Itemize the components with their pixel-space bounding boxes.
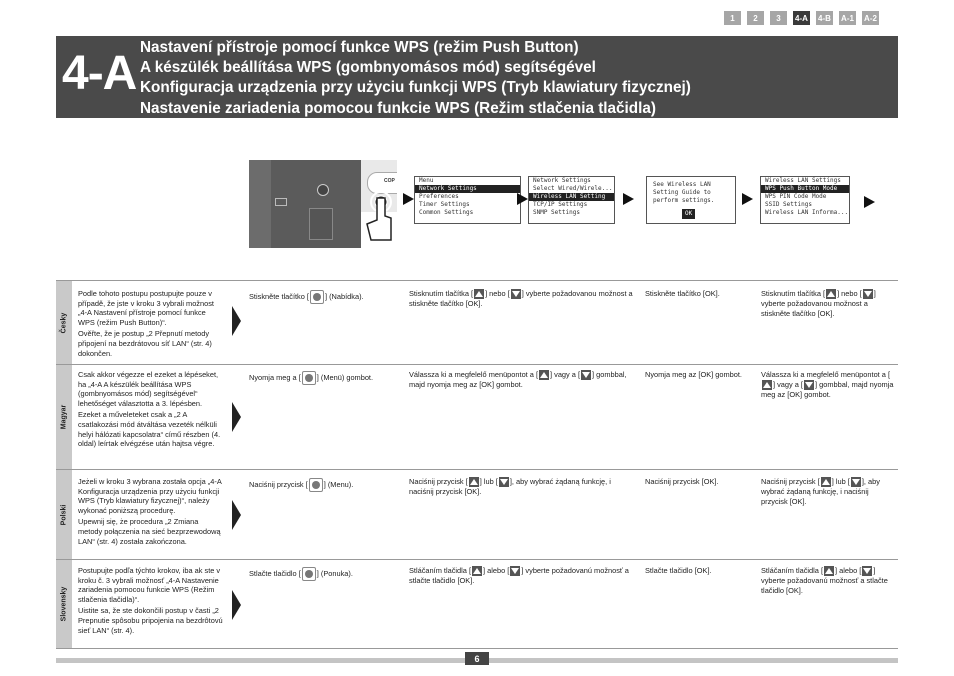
intro-pl: [78, 477, 223, 548]
lcd-text: perform settings.: [653, 197, 715, 204]
lcd-screen-guide: [646, 176, 736, 224]
down-key-icon: [862, 566, 872, 576]
table-divider: [56, 469, 898, 470]
section-titles: [140, 38, 691, 119]
section-tabs: [724, 11, 879, 25]
tab-4a[interactable]: 4-A: [793, 11, 810, 25]
up-key-icon: [469, 477, 479, 487]
step1-hu: Nyomja meg a [ ] (Menü) gombot.: [249, 371, 399, 385]
lcd-row-selected: Network Settings: [415, 185, 520, 193]
lcd-row: TCP/IP Settings: [533, 201, 588, 208]
step3-cz: Stiskněte tlačítko [OK].: [645, 289, 720, 298]
down-key-icon: [510, 566, 520, 576]
step2-sk: Stláčaním tlačidla [ ] alebo [ ] vyberte požadovanú možnosť a stlačte tlačidlo [OK].: [409, 566, 629, 586]
lcd-screen-wireless: [760, 176, 850, 224]
down-key-icon: [499, 477, 509, 487]
lcd-text: See Wireless LAN: [653, 181, 711, 188]
intro-hu: [78, 370, 223, 451]
tab-1[interactable]: 1: [724, 11, 741, 25]
tab-a2[interactable]: A-2: [862, 11, 879, 25]
intro-text: Jeżeli w kroku 3 wybrana została opcja „4-A Konfiguracja urządzenia przy użyciu funkcji WPS (Tryb klawiatury fizycznej)“, należy wykonać poniższą procedurę.: [78, 477, 222, 515]
intro-text: Podle tohoto postupu postupujte pouze v případě, že jste v kroku 3 vybrali možnost „4-A Nastavení přístroje pomocí funkce WPS (režim Push Button)“.: [78, 289, 214, 327]
tab-3[interactable]: 3: [770, 11, 787, 25]
tab-4b[interactable]: 4-B: [816, 11, 833, 25]
intro-text: Csak akkor végezze el ezeket a lépéseket, ha „4-A A készülék beállítása WPS (gombnyomásos mód) segítségével“ lehetőséget választotta a 3. lépésben.: [78, 370, 219, 408]
lcd-ok-button: OK: [682, 209, 695, 219]
menu-button-icon: [317, 184, 329, 196]
lcd-row: Menu: [419, 177, 434, 184]
step1-cz: Stiskněte tlačítko [ ] (Nabídka).: [249, 290, 399, 304]
step2-cz: Stisknutím tlačítka [ ] nebo [ ] vyberte požadovanou možnost a stiskněte tlačítko [OK].: [409, 289, 633, 309]
intro-text: Upewnij się, że procedura „2 Zmiana metody połączenia na sieć bezprzewodową LAN“ (str. 4) została zakończona.: [78, 517, 221, 546]
lcd-row: SNMP Settings: [533, 209, 580, 216]
step2-hu: Válassza ki a megfelelő menüpontot a [ ] vagy a [ ] gombbal, majd nyomja meg az [OK] gombot.: [409, 370, 627, 390]
intro-text: Ověřte, že je postup „2 Přepnutí metody připojení na bezdrátovou síť LAN“ (str. 4) dokončen.: [78, 329, 212, 358]
control-panel-illustration: [249, 160, 397, 248]
title-sk: Nastavenie zariadenia pomocou funkcie WPS (Režim stlačenia tlačidla): [140, 99, 657, 117]
step3-sk: Stlačte tlačidlo [OK].: [645, 566, 712, 575]
panel-label: COP: [384, 178, 395, 184]
lcd-row: Timer Settings: [419, 201, 470, 208]
lcd-screen-network: [528, 176, 615, 224]
row-chevron: [232, 306, 241, 336]
step4-cz: Stisknutím tlačítka [ ] nebo [ ] vyberte požadovanou možnost a stiskněte tlačítko [OK].: [761, 289, 876, 318]
lang-label-cz: Česky: [56, 281, 72, 364]
table-divider: [56, 280, 898, 281]
step-arrow-4: [742, 193, 753, 205]
tab-2[interactable]: 2: [747, 11, 764, 25]
down-key-icon: [863, 289, 873, 299]
up-key-icon: [821, 477, 831, 487]
table-divider: [56, 648, 898, 649]
title-cz: Nastavení přístroje pomocí funkce WPS (režim Push Button): [140, 39, 579, 56]
up-key-icon: [762, 380, 772, 390]
intro-text: Uistite sa, že ste dokončili postup v časti „2 Prepnutie spôsobu pripojenia na bezdrôtovú sieť LAN“ (str. 4).: [78, 606, 223, 635]
lcd-screen-menu: [414, 176, 521, 224]
menu-key-icon: [310, 290, 324, 304]
menu-key-icon: [302, 567, 316, 581]
step-arrow-5: [864, 196, 875, 208]
up-key-icon: [474, 289, 484, 299]
lcd-row: WPS PIN Code Mode: [765, 193, 827, 200]
step4-pl: Naciśnij przycisk [ ] lub [ ], aby wybrać żądaną funkcję, i naciśnij przycisk [OK].: [761, 477, 880, 506]
up-key-icon: [826, 289, 836, 299]
lcd-row: Network Settings: [533, 177, 591, 184]
step1-sk: Stlačte tlačidlo [ ] (Ponuka).: [249, 567, 399, 581]
table-divider: [56, 364, 898, 365]
intro-text: Ezeket a műveleteket csak a „2 A csatlakozási mód átváltása vezeték nélküli helyi hálózati kapcsolatra“ című részben (4. oldal) leírtak elvégzése után hajtsa végre.: [78, 410, 221, 449]
row-chevron: [232, 402, 241, 432]
lang-label-hu: Magyar: [56, 365, 72, 469]
intro-sk: [78, 566, 223, 637]
page-number: 6: [465, 652, 489, 665]
tab-a1[interactable]: A-1: [839, 11, 856, 25]
lcd-row: Wireless LAN Settings: [765, 177, 841, 184]
menu-key-icon: [302, 371, 316, 385]
lcd-text: Setting Guide to: [653, 189, 711, 196]
lcd-row: Select Wired/Wirele...: [533, 185, 613, 192]
row-chevron: [232, 590, 241, 620]
step-arrow-3: [623, 193, 634, 205]
menu-key-icon: [309, 478, 323, 492]
step3-pl: Naciśnij przycisk [OK].: [645, 477, 719, 486]
up-key-icon: [824, 566, 834, 576]
up-key-icon: [539, 370, 549, 380]
lcd-row: Wireless LAN Informa...: [765, 209, 849, 216]
step-arrow-1: [403, 193, 414, 205]
lcd-row: Common Settings: [419, 209, 474, 216]
section-header: [56, 36, 898, 118]
step-arrow-2: [517, 193, 528, 205]
intro-cz: [78, 289, 223, 360]
row-chevron: [232, 500, 241, 530]
step3-hu: Nyomja meg az [OK] gombot.: [645, 370, 742, 379]
step4-sk: Stláčaním tlačidla [ ] alebo [ ] vyberte požadovanú možnosť a stlačte tlačidlo [OK].: [761, 566, 888, 595]
intro-text: Postupujte podľa týchto krokov, iba ak ste v kroku č. 3 vybrali možnosť „4-A Nastavenie zariadenia pomocou funkcie WPS (Režim stlačenia tlačidla)“.: [78, 566, 221, 604]
lcd-row-selected: Wireless LAN Setting: [529, 193, 614, 201]
lang-label-sk: Slovensky: [56, 560, 72, 648]
lang-label-pl: Polski: [56, 470, 72, 559]
down-key-icon: [581, 370, 591, 380]
step1-pl: Naciśnij przycisk [ ] (Menu).: [249, 478, 399, 492]
section-code: 4-A: [62, 47, 137, 100]
up-key-icon: [472, 566, 482, 576]
down-key-icon: [804, 380, 814, 390]
down-key-icon: [851, 477, 861, 487]
lcd-row: SSID Settings: [765, 201, 812, 208]
step2-pl: Naciśnij przycisk [ ] lub [ ], aby wybrać żądaną funkcję, i naciśnij przycisk [OK].: [409, 477, 611, 497]
lcd-row: Preferences: [419, 193, 459, 200]
title-pl: Konfiguracja urządzenia przy użyciu funkcji WPS (Tryb klawiatury fizycznej): [140, 79, 691, 97]
title-hu: A készülék beállítása WPS (gombnyomásos mód) segítségével: [140, 59, 596, 77]
step4-hu: Válassza ki a megfelelő menüpontot a [] vagy a [ ] gombbal, majd nyomja meg az [OK] gombot.: [761, 370, 894, 399]
finger-pressing-icon: [349, 190, 395, 248]
table-divider: [56, 559, 898, 560]
lcd-row-selected: WPS Push Button Mode: [761, 185, 849, 193]
down-key-icon: [511, 289, 521, 299]
